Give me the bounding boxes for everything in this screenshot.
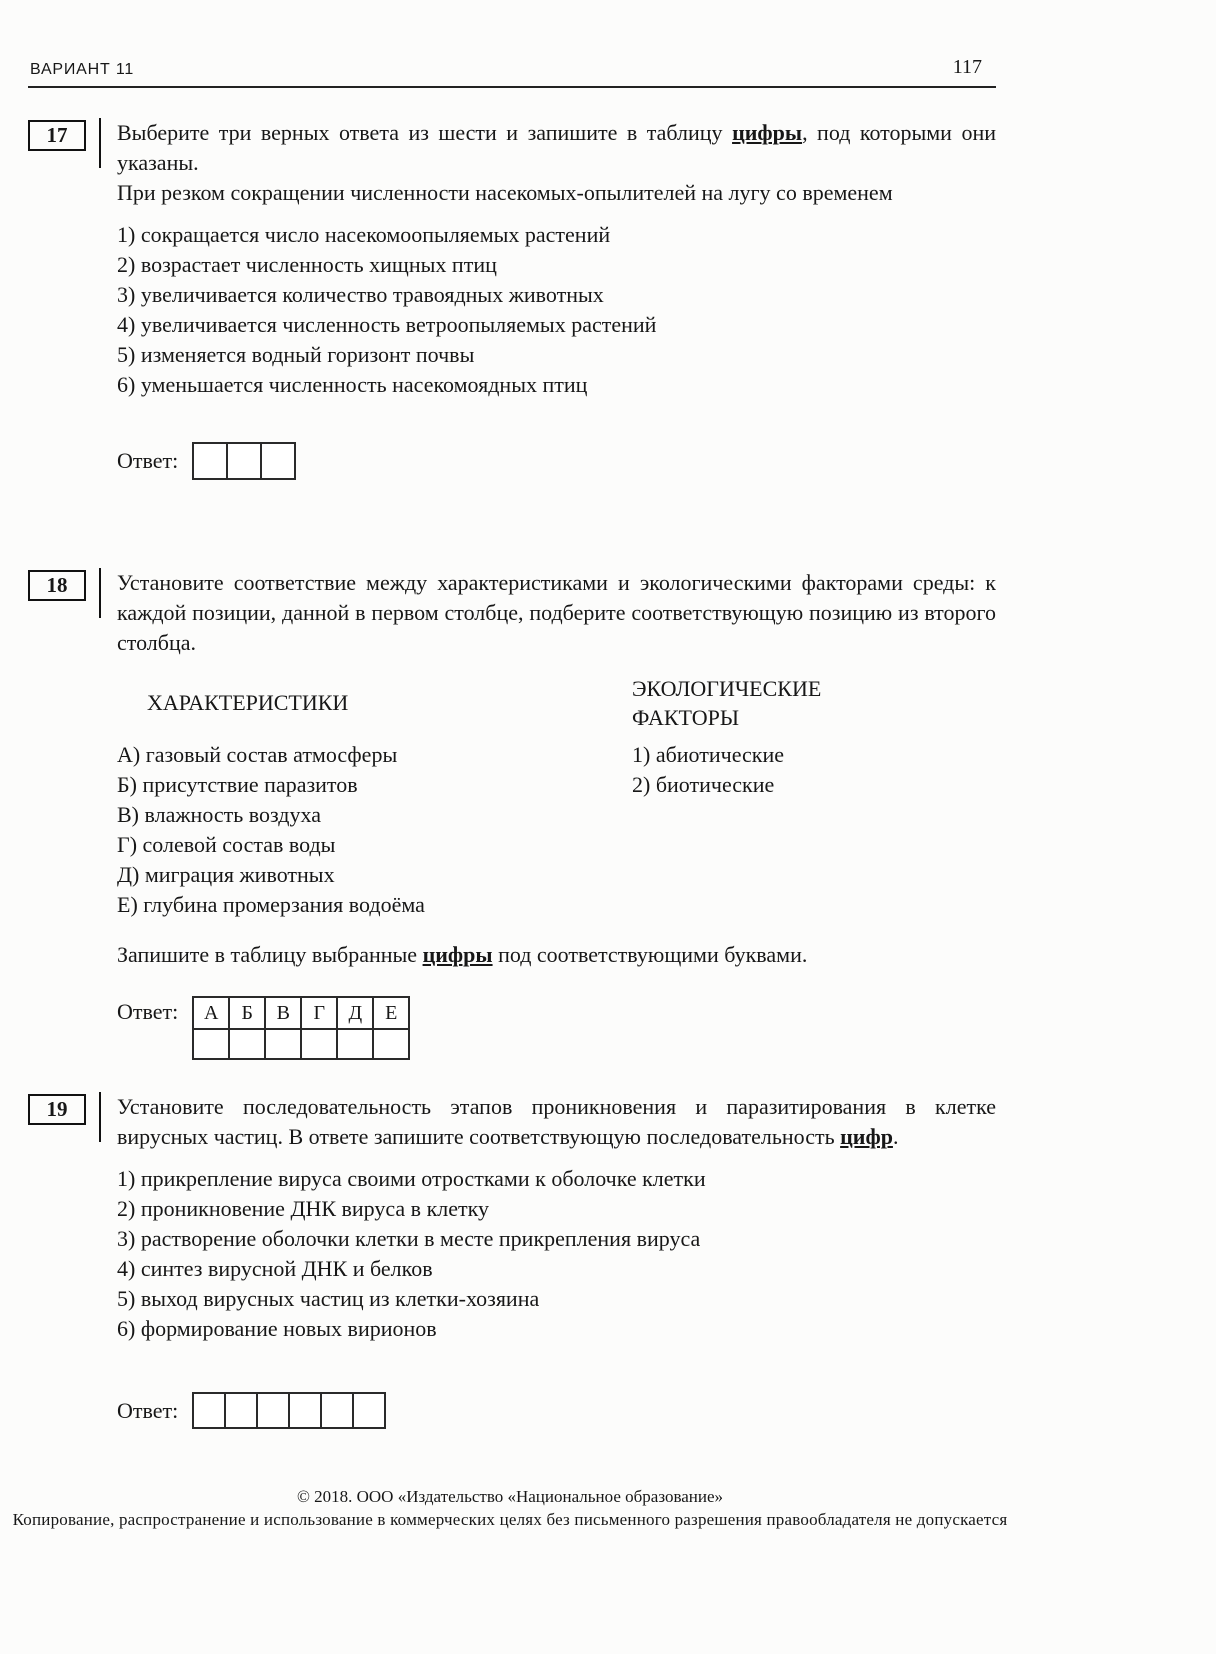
option-item: 5) выход вирусных частиц из клетки-хозяина	[117, 1286, 540, 1311]
answer-table-header-row	[193, 997, 409, 1029]
match-left-item: Е) глубина промерзания водоёма	[117, 892, 425, 917]
question-18	[28, 568, 996, 1060]
answer-label: Ответ:	[117, 448, 179, 473]
match-left-item: Г) солевой состав воды	[117, 832, 336, 857]
answer-cell[interactable]	[224, 1392, 258, 1429]
table-header-cell: А	[193, 997, 229, 1029]
option-item: 6) формирование новых вирионов	[117, 1316, 437, 1341]
option-item: 2) проникновение ДНК вируса в клетку	[117, 1196, 489, 1221]
answer-label: Ответ:	[117, 999, 179, 1024]
condition-paragraph: При резком сокращении численности насекомых-опылителей на лугу со временем	[117, 180, 893, 205]
option-item: 1) сокращается число насекомоопыляемых растений	[117, 222, 611, 247]
question-number-box	[28, 1094, 86, 1125]
factors-column	[632, 674, 996, 920]
variant-label: ВАРИАНТ 11	[30, 61, 135, 78]
answer-cell[interactable]	[192, 442, 228, 480]
options-list	[117, 1164, 996, 1344]
characteristics-column	[117, 674, 632, 920]
note-text: Запишите в таблицу выбранные	[117, 942, 423, 967]
intro-paragraph	[117, 1092, 996, 1152]
intro-text: Установите последовательность этапов проникновения и паразитирования в клетке вирусных частиц. В ответе запишите соответствующую последовательность	[117, 1094, 996, 1149]
options-list	[117, 220, 996, 400]
answer-cell[interactable]	[193, 1029, 229, 1059]
answer-row	[117, 996, 996, 1060]
page-header	[28, 56, 996, 88]
match-right-item: 1) абиотические	[632, 742, 785, 767]
answer-cell[interactable]	[301, 1029, 337, 1059]
match-left-item: Б) присутствие паразитов	[117, 772, 358, 797]
keyword: цифр	[840, 1124, 893, 1149]
note-paragraph	[117, 940, 996, 970]
question-body	[117, 568, 996, 1060]
option-item: 2) возрастает численность хищных птиц	[117, 252, 497, 277]
keyword: цифры	[732, 120, 803, 145]
answer-table	[192, 996, 410, 1060]
question-number-box	[28, 570, 86, 601]
answer-cell[interactable]	[226, 442, 262, 480]
question-divider	[99, 1092, 101, 1142]
left-header-wrap	[117, 674, 632, 732]
table-header-cell: Е	[373, 997, 409, 1029]
question-number-box	[28, 120, 86, 151]
keyword: цифры	[422, 942, 493, 967]
match-left-item: Д) миграция животных	[117, 862, 335, 887]
table-header-cell: В	[265, 997, 301, 1029]
right-column-header: ЭКОЛОГИЧЕСКИЕ ФАКТОРЫ	[632, 676, 822, 730]
left-items	[117, 740, 632, 920]
table-header-cell: Б	[229, 997, 265, 1029]
question-divider	[99, 118, 101, 168]
question-19	[28, 1092, 996, 1429]
answer-label: Ответ:	[117, 1397, 179, 1423]
answer-cells	[192, 442, 296, 480]
table-header-cell: Г	[301, 997, 337, 1029]
answer-cell[interactable]	[260, 442, 296, 480]
question-17	[28, 118, 996, 480]
intro-text: .	[892, 1124, 899, 1149]
option-item: 3) растворение оболочки клетки в месте прикрепления вируса	[117, 1226, 701, 1251]
right-items	[632, 740, 996, 800]
intro-text: , под которыми они указаны.	[117, 120, 996, 175]
intro-text: Выберите три верных ответа из шести и запишите в таблицу	[117, 120, 733, 145]
option-item: 5) изменяется водный горизонт почвы	[117, 342, 475, 367]
option-item: 3) увеличивается количество травоядных животных	[117, 282, 604, 307]
answer-row	[117, 1392, 996, 1429]
match-right-item: 2) биотические	[632, 772, 775, 797]
page-number: 117	[952, 56, 982, 78]
answer-cell[interactable]	[265, 1029, 301, 1059]
answer-cell[interactable]	[320, 1392, 354, 1429]
answer-cell[interactable]	[256, 1392, 290, 1429]
question-body	[117, 1092, 996, 1429]
table-header-cell: Д	[337, 997, 373, 1029]
option-item: 6) уменьшается численность насекомоядных птиц	[117, 372, 588, 397]
question-divider	[99, 568, 101, 618]
answer-row	[117, 442, 996, 480]
question-body	[117, 118, 996, 480]
answer-cell[interactable]	[229, 1029, 265, 1059]
option-item: 4) увеличивается численность ветроопыляемых растений	[117, 312, 657, 337]
match-left-item: В) влажность воздуха	[117, 802, 321, 827]
note-text: под соответствующими буквами.	[492, 942, 808, 967]
intro-paragraph	[117, 118, 996, 178]
question-number: 19	[46, 1097, 68, 1121]
match-left-item: А) газовый состав атмосферы	[117, 742, 398, 767]
option-item: 1) прикрепление вируса своими отростками к оболочке клетки	[117, 1166, 706, 1191]
answer-cell[interactable]	[192, 1392, 226, 1429]
matching-columns	[117, 674, 996, 920]
footer-notice: Копирование, распространение и использование в коммерческих целях без письменного разрешения правообладателя не допускается	[12, 1510, 1008, 1529]
question-number: 18	[46, 573, 68, 597]
answer-cell[interactable]	[373, 1029, 409, 1059]
answer-cells	[192, 1392, 386, 1429]
question-number: 17	[46, 123, 68, 147]
option-item: 4) синтез вирусной ДНК и белков	[117, 1256, 433, 1281]
left-column-header: ХАРАКТЕРИСТИКИ	[147, 690, 349, 715]
answer-table-input-row	[193, 1029, 409, 1059]
answer-cell[interactable]	[288, 1392, 322, 1429]
right-header-wrap	[632, 674, 996, 732]
answer-cell[interactable]	[337, 1029, 373, 1059]
footer-copyright: © 2018. ООО «Издательство «Национальное образование»	[296, 1487, 724, 1506]
page-footer	[8, 1487, 1012, 1530]
answer-cell[interactable]	[352, 1392, 386, 1429]
intro-paragraph: Установите соответствие между характеристиками и экологическими факторами среды: к каждой позиции, данной в первом столбце, подберите соответствующую позицию из второго столбца.	[117, 570, 996, 655]
